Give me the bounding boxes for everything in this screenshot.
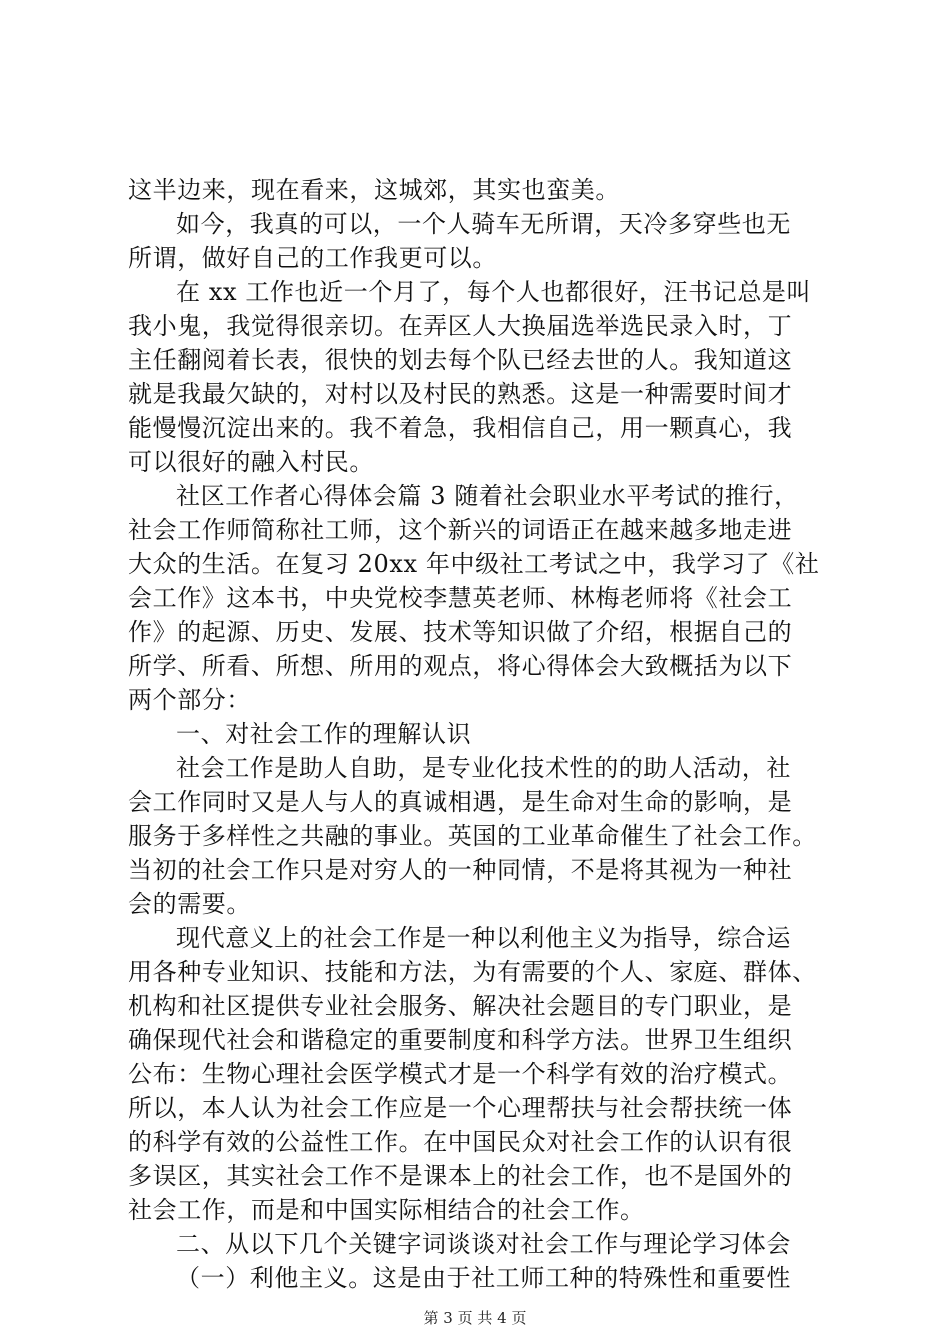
text-line: 所以，本人认为社会工作应是一个心理帮扶与社会帮扶统一体	[128, 1094, 793, 1122]
text-line: 机构和社区提供专业社会服务、解决社会题目的专门职业，是	[128, 992, 793, 1020]
section-heading: 二、从以下几个关键字词谈谈对社会工作与理论学习体会	[176, 1230, 791, 1258]
text-line: 多误区，其实社会工作不是课本上的社会工作，也不是国外的	[128, 1162, 793, 1190]
text-line: 会工作同时又是人与人的真诚相遇，是生命对生命的影响，是	[128, 788, 793, 816]
page-number-footer: 第 3 页 共 4 页	[423, 1309, 527, 1327]
text-line: 社区工作者心得体会篇 3 随着社会职业水平考试的推行，	[176, 482, 799, 510]
text-line: 社会工作师简称社工师，这个新兴的词语正在越来越多地走进	[128, 516, 793, 544]
text-line: 社会工作，而是和中国实际相结合的社会工作。	[128, 1196, 645, 1224]
text-line: 两个部分：	[128, 686, 251, 714]
section-heading: 一、对社会工作的理解认识	[176, 720, 472, 748]
text-line: 如今，我真的可以，一个人骑车无所谓，天冷多穿些也无	[176, 210, 791, 238]
text-line: 可以很好的融入村民。	[128, 448, 374, 476]
text-line: 就是我最欠缺的，对村以及村民的熟悉。这是一种需要时间才	[128, 380, 793, 408]
text-line: 能慢慢沉淀出来的。我不着急，我相信自己，用一颗真心，我	[128, 414, 793, 442]
text-line: 所谓，做好自己的工作我更可以。	[128, 244, 497, 272]
text-line: 在 xx 工作也近一个月了，每个人也都很好，汪书记总是叫	[176, 278, 812, 306]
text-line: 现代意义上的社会工作是一种以利他主义为指导，综合运	[176, 924, 791, 952]
text-line: 这半边来，现在看来，这城郊，其实也蛮美。	[128, 176, 620, 204]
text-line: 会的需要。	[128, 890, 251, 918]
text-line: 用各种专业知识、技能和方法，为有需要的个人、家庭、群体、	[128, 958, 817, 986]
text-line: 主任翻阅着长表，很快的划去每个队已经去世的人。我知道这	[128, 346, 793, 374]
text-line: 作》的起源、历史、发展、技术等知识做了介绍，根据自己的	[128, 618, 793, 646]
text-line: 会工作》这本书，中央党校李慧英老师、林梅老师将《社会工	[128, 584, 793, 612]
text-line: 当初的社会工作只是对穷人的一种同情，不是将其视为一种社	[128, 856, 793, 884]
text-line: 确保现代社会和谐稳定的重要制度和科学方法。世界卫生组织	[128, 1026, 793, 1054]
text-line: 大众的生活。在复习 20xx 年中级社工考试之中，我学习了《社	[128, 550, 820, 578]
text-line: 服务于多样性之共融的事业。英国的工业革命催生了社会工作。	[128, 822, 817, 850]
text-line: 公布：生物心理社会医学模式才是一个科学有效的治疗模式。	[128, 1060, 793, 1088]
text-line: （一）利他主义。这是由于社工师工种的特殊性和重要性	[176, 1264, 791, 1292]
text-line: 的科学有效的公益性工作。在中国民众对社会工作的认识有很	[128, 1128, 793, 1156]
text-line: 社会工作是助人自助，是专业化技术性的的助人活动，社	[176, 754, 791, 782]
text-line: 所学、所看、所想、所用的观点，将心得体会大致概括为以下	[128, 652, 793, 680]
text-line: 我小鬼，我觉得很亲切。在弄区人大换届选举选民录入时，丁	[128, 312, 793, 340]
